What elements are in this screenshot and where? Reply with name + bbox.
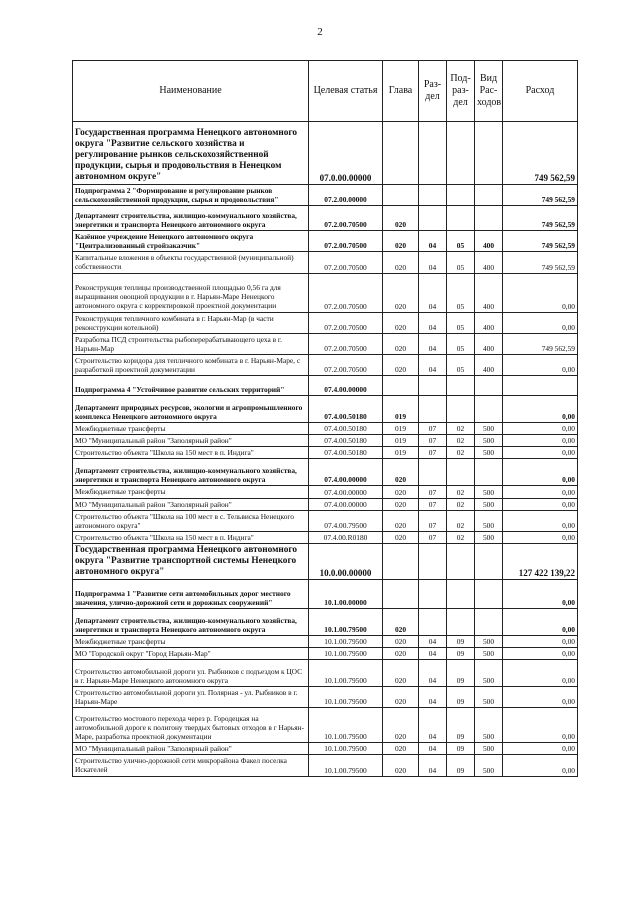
- row-amount: 0,00: [503, 354, 578, 375]
- row-expense-type: 500: [475, 647, 503, 659]
- row-subsection: 02: [447, 531, 475, 543]
- row-amount: 749 562,59: [503, 185, 578, 206]
- row-subsection: 09: [447, 743, 475, 755]
- row-expense-type: [475, 396, 503, 423]
- row-name: Подпрограмма 4 "Устойчивое развитие сельских территорий": [73, 376, 309, 396]
- row-expense-type: 400: [475, 333, 503, 354]
- row-section: [419, 543, 447, 579]
- row-target: 07.4.00.R0180: [309, 531, 383, 543]
- row-name: Разработка ПСД строительства рыбоперерабатывающего цеха в г. Нарьян-Мар: [73, 333, 309, 354]
- row-amount: 749 562,59: [503, 122, 578, 185]
- row-expense-type: 500: [475, 435, 503, 447]
- row-amount: 749 562,59: [503, 333, 578, 354]
- row-target: 07.4.00.00000: [309, 459, 383, 486]
- row-chapter: 020: [383, 273, 419, 312]
- row-chapter: 019: [383, 447, 419, 459]
- row-amount: 127 422 139,22: [503, 543, 578, 579]
- row-name: Реконструкция теплицы производственной площадью 0,56 га для выращивания овощной продукции в г. Нарьян-Маре Ненецкого автономного округа с корректировкой проектной документации: [73, 273, 309, 312]
- header-chapter: Глава: [383, 61, 419, 122]
- row-section: 04: [419, 273, 447, 312]
- row-name: Реконструкция тепличного комбината в г. Нарьян-Мар (в части реконструкции котельной): [73, 312, 309, 333]
- table-row: [73, 447, 578, 459]
- row-section: 07: [419, 423, 447, 435]
- row-subsection: 09: [447, 660, 475, 687]
- row-amount: 0,00: [503, 579, 578, 608]
- table-row: [73, 231, 578, 252]
- row-section: 04: [419, 333, 447, 354]
- row-expense-type: [475, 206, 503, 231]
- row-subsection: [447, 608, 475, 635]
- row-target: 07.2.00.70500: [309, 333, 383, 354]
- row-subsection: 09: [447, 708, 475, 743]
- row-name: Межбюджетные трансферты: [73, 635, 309, 647]
- table-row: [73, 435, 578, 447]
- row-chapter: 020: [383, 687, 419, 708]
- row-target: 10.1.00.00000: [309, 579, 383, 608]
- row-name: Строительство объекта "Школа на 100 мест в с. Тельвиска Ненецкого автономного округа": [73, 510, 309, 531]
- row-subsection: 09: [447, 755, 475, 776]
- row-section: 07: [419, 447, 447, 459]
- row-expense-type: [475, 579, 503, 608]
- row-target: 07.4.00.00000: [309, 376, 383, 396]
- row-section: [419, 579, 447, 608]
- row-name: МО "Городской округ "Город Нарьян-Мар": [73, 647, 309, 659]
- row-target: 07.4.00.00000: [309, 486, 383, 498]
- row-expense-type: [475, 122, 503, 185]
- row-expense-type: 500: [475, 687, 503, 708]
- row-name: МО "Муниципальный район "Заполярный район": [73, 498, 309, 510]
- row-target: 07.2.00.70500: [309, 231, 383, 252]
- row-name: Департамент природных ресурсов, экологии и агропромышленного комплекса Ненецкого автономного округа: [73, 396, 309, 423]
- row-amount: 0,00: [503, 531, 578, 543]
- row-name: Капитальные вложения в объекты государственной (муниципальной) собственности: [73, 252, 309, 273]
- row-expense-type: 500: [475, 423, 503, 435]
- row-section: [419, 608, 447, 635]
- row-chapter: [383, 185, 419, 206]
- row-section: 04: [419, 755, 447, 776]
- row-subsection: 05: [447, 333, 475, 354]
- row-subsection: 05: [447, 273, 475, 312]
- header-name: Наименование: [73, 61, 309, 122]
- row-name: Строительство автомобильной дороги ул. Полярная - ул. Рыбников в г. Нарьян-Маре: [73, 687, 309, 708]
- row-subsection: 02: [447, 510, 475, 531]
- row-section: 04: [419, 312, 447, 333]
- row-amount: 0,00: [503, 608, 578, 635]
- row-section: 07: [419, 435, 447, 447]
- row-amount: 0,00: [503, 708, 578, 743]
- row-amount: 0,00: [503, 498, 578, 510]
- row-target: 07.0.00.00000: [309, 122, 383, 185]
- row-subsection: 02: [447, 435, 475, 447]
- table-row: [73, 743, 578, 755]
- row-expense-type: 500: [475, 498, 503, 510]
- row-target: 07.2.00.70500: [309, 206, 383, 231]
- row-section: 07: [419, 510, 447, 531]
- row-target: 10.1.00.79500: [309, 687, 383, 708]
- row-subsection: [447, 185, 475, 206]
- row-name: Государственная программа Ненецкого автономного округа "Развитие сельского хозяйства и регулирование рынков сельскохозяйственной продукции, сырья и продовольствия в Ненецком автономном округе": [73, 122, 309, 185]
- row-section: [419, 206, 447, 231]
- row-subsection: 09: [447, 647, 475, 659]
- row-expense-type: 500: [475, 531, 503, 543]
- table-row: [73, 531, 578, 543]
- row-chapter: 020: [383, 486, 419, 498]
- row-target: 07.4.00.00000: [309, 498, 383, 510]
- row-amount: 0,00: [503, 635, 578, 647]
- row-chapter: 020: [383, 708, 419, 743]
- row-subsection: 02: [447, 447, 475, 459]
- row-chapter: 020: [383, 312, 419, 333]
- row-chapter: 019: [383, 396, 419, 423]
- row-section: 07: [419, 486, 447, 498]
- row-expense-type: 400: [475, 252, 503, 273]
- row-target: 10.1.00.79500: [309, 755, 383, 776]
- row-target: 07.4.00.50180: [309, 396, 383, 423]
- table-row: [73, 459, 578, 486]
- row-section: 04: [419, 708, 447, 743]
- row-amount: 0,00: [503, 459, 578, 486]
- row-target: 07.4.00.50180: [309, 435, 383, 447]
- row-section: 07: [419, 531, 447, 543]
- row-amount: 0,00: [503, 396, 578, 423]
- row-expense-type: 500: [475, 743, 503, 755]
- row-name: Строительство автомобильной дороги ул. Рыбников с подъездом к ЦОС в г. Нарьян-Маре Ненецкого автономного округа: [73, 660, 309, 687]
- row-chapter: 020: [383, 231, 419, 252]
- row-chapter: 020: [383, 755, 419, 776]
- table-row: [73, 579, 578, 608]
- row-chapter: 020: [383, 660, 419, 687]
- row-chapter: [383, 543, 419, 579]
- row-subsection: 02: [447, 423, 475, 435]
- row-target: 07.2.00.00000: [309, 185, 383, 206]
- row-expense-type: 400: [475, 231, 503, 252]
- row-amount: [503, 376, 578, 396]
- row-expense-type: 500: [475, 447, 503, 459]
- row-chapter: 019: [383, 423, 419, 435]
- table-row: [73, 708, 578, 743]
- row-name: Казённое учреждение Ненецкого автономного округа "Централизованный стройзаказчик": [73, 231, 309, 252]
- row-subsection: 05: [447, 312, 475, 333]
- table-row: [73, 376, 578, 396]
- row-chapter: 020: [383, 333, 419, 354]
- table-row: [73, 498, 578, 510]
- header-target: Целевая статья: [309, 61, 383, 122]
- row-expense-type: 500: [475, 755, 503, 776]
- row-section: 04: [419, 354, 447, 375]
- row-amount: 0,00: [503, 755, 578, 776]
- row-section: 04: [419, 743, 447, 755]
- table-row: [73, 647, 578, 659]
- row-target: 07.2.00.70500: [309, 354, 383, 375]
- row-chapter: 020: [383, 635, 419, 647]
- row-amount: 0,00: [503, 486, 578, 498]
- table-row: [73, 333, 578, 354]
- row-target: 07.4.00.50180: [309, 423, 383, 435]
- row-chapter: 020: [383, 498, 419, 510]
- row-expense-type: 500: [475, 635, 503, 647]
- row-subsection: [447, 396, 475, 423]
- row-amount: 749 562,59: [503, 252, 578, 273]
- table-row: [73, 312, 578, 333]
- row-subsection: 05: [447, 252, 475, 273]
- row-amount: 0,00: [503, 423, 578, 435]
- row-name: Департамент строительства, жилищно-коммунального хозяйства, энергетики и транспорта Ненецкого автономного округа: [73, 206, 309, 231]
- table-header-row: [73, 61, 578, 122]
- row-chapter: [383, 376, 419, 396]
- row-section: [419, 122, 447, 185]
- row-chapter: [383, 122, 419, 185]
- table-row: [73, 543, 578, 579]
- table-row: [73, 354, 578, 375]
- row-name: Строительство мостового перехода через р. Городецкая на автомобильной дороге к полигону твердых бытовых отходов в г Нарьян-Маре, разработка проектной документации: [73, 708, 309, 743]
- row-subsection: [447, 122, 475, 185]
- row-name: Департамент строительства, жилищно-коммунального хозяйства, энергетики и транспорта Ненецкого автономного округа: [73, 459, 309, 486]
- row-subsection: [447, 376, 475, 396]
- row-name: Строительство объекта "Школа на 150 мест в п. Индига": [73, 531, 309, 543]
- row-chapter: 020: [383, 510, 419, 531]
- row-name: Межбюджетные трансферты: [73, 486, 309, 498]
- row-name: Подпрограмма 2 "Формирование и регулирование рынков сельскохозяйственной продукции, сырья и продовольствия": [73, 185, 309, 206]
- row-section: 04: [419, 252, 447, 273]
- table-row: [73, 122, 578, 185]
- table-row: [73, 273, 578, 312]
- row-target: 10.1.00.79500: [309, 660, 383, 687]
- row-target: 10.1.00.79500: [309, 647, 383, 659]
- header-expense: Расход: [503, 61, 578, 122]
- row-target: 10.1.00.79500: [309, 743, 383, 755]
- row-section: 04: [419, 687, 447, 708]
- row-section: 04: [419, 231, 447, 252]
- row-expense-type: [475, 185, 503, 206]
- row-amount: 0,00: [503, 312, 578, 333]
- row-expense-type: 500: [475, 708, 503, 743]
- row-target: 10.1.00.79500: [309, 635, 383, 647]
- row-amount: 0,00: [503, 647, 578, 659]
- row-name: Государственная программа Ненецкого автономного округа "Развитие транспортной системы Ненецкого автономного округа": [73, 543, 309, 579]
- row-subsection: [447, 543, 475, 579]
- row-expense-type: 500: [475, 486, 503, 498]
- row-name: Подпрограмма 1 "Развитие сети автомобильных дорог местного значения, улично-дорожной сети и дорожных сооружений": [73, 579, 309, 608]
- table-row: [73, 206, 578, 231]
- row-section: 04: [419, 647, 447, 659]
- row-subsection: [447, 206, 475, 231]
- header-section: Раз-дел: [419, 61, 447, 122]
- table-row: [73, 510, 578, 531]
- row-name: Строительство улично-дорожной сети микрорайона Факел поселка Искателей: [73, 755, 309, 776]
- header-subsection: Под-раз-дел: [447, 61, 475, 122]
- row-expense-type: 400: [475, 273, 503, 312]
- row-name: МО "Муниципальный район "Заполярный район": [73, 743, 309, 755]
- table-row: [73, 185, 578, 206]
- row-section: [419, 376, 447, 396]
- row-amount: 0,00: [503, 743, 578, 755]
- row-subsection: 05: [447, 354, 475, 375]
- row-target: 10.1.00.79500: [309, 608, 383, 635]
- row-amount: 0,00: [503, 447, 578, 459]
- row-section: 04: [419, 660, 447, 687]
- row-expense-type: [475, 543, 503, 579]
- row-amount: 0,00: [503, 510, 578, 531]
- row-amount: 0,00: [503, 273, 578, 312]
- row-target: 07.2.00.70500: [309, 273, 383, 312]
- table-row: [73, 608, 578, 635]
- row-name: Межбюджетные трансферты: [73, 423, 309, 435]
- row-target: 10.1.00.79500: [309, 708, 383, 743]
- table-row: [73, 687, 578, 708]
- table-row: [73, 396, 578, 423]
- row-chapter: 020: [383, 354, 419, 375]
- row-subsection: [447, 579, 475, 608]
- row-chapter: 020: [383, 608, 419, 635]
- table-row: [73, 635, 578, 647]
- row-name: Строительство объекта "Школа на 150 мест в п. Индига": [73, 447, 309, 459]
- row-subsection: 05: [447, 231, 475, 252]
- row-subsection: 02: [447, 498, 475, 510]
- budget-table: [72, 60, 578, 777]
- row-subsection: 02: [447, 486, 475, 498]
- row-subsection: [447, 459, 475, 486]
- row-chapter: 019: [383, 435, 419, 447]
- row-expense-type: [475, 608, 503, 635]
- row-target: 07.2.00.70500: [309, 312, 383, 333]
- row-chapter: 020: [383, 743, 419, 755]
- row-expense-type: 400: [475, 354, 503, 375]
- row-expense-type: 500: [475, 510, 503, 531]
- row-expense-type: [475, 459, 503, 486]
- row-chapter: 020: [383, 647, 419, 659]
- row-chapter: 020: [383, 459, 419, 486]
- row-subsection: 09: [447, 635, 475, 647]
- row-section: [419, 396, 447, 423]
- row-chapter: [383, 579, 419, 608]
- page-number: 2: [317, 26, 323, 38]
- row-chapter: 020: [383, 531, 419, 543]
- header-expense-type: Вид Рас-ходов: [475, 61, 503, 122]
- row-section: [419, 185, 447, 206]
- row-name: Строительство коридора для тепличного комбината в г. Нарьян-Маре, с разработкой проектной документации: [73, 354, 309, 375]
- table-row: [73, 252, 578, 273]
- row-expense-type: 500: [475, 660, 503, 687]
- table-row: [73, 755, 578, 776]
- row-chapter: 020: [383, 206, 419, 231]
- table-row: [73, 660, 578, 687]
- row-section: [419, 459, 447, 486]
- row-amount: 0,00: [503, 435, 578, 447]
- row-target: 07.2.00.70500: [309, 252, 383, 273]
- row-expense-type: [475, 376, 503, 396]
- table-row: [73, 423, 578, 435]
- row-target: 07.4.00.79500: [309, 510, 383, 531]
- row-expense-type: 400: [475, 312, 503, 333]
- row-name: МО "Муниципальный район "Заполярный район": [73, 435, 309, 447]
- row-target: 07.4.00.50180: [309, 447, 383, 459]
- row-amount: 0,00: [503, 660, 578, 687]
- row-target: 10.0.00.00000: [309, 543, 383, 579]
- row-subsection: 09: [447, 687, 475, 708]
- row-amount: 0,00: [503, 687, 578, 708]
- row-name: Департамент строительства, жилищно-коммунального хозяйства, энергетики и транспорта Ненецкого автономного округа: [73, 608, 309, 635]
- row-amount: 749 562,59: [503, 231, 578, 252]
- row-amount: 749 562,59: [503, 206, 578, 231]
- row-section: 07: [419, 498, 447, 510]
- row-section: 04: [419, 635, 447, 647]
- row-chapter: 020: [383, 252, 419, 273]
- table-row: [73, 486, 578, 498]
